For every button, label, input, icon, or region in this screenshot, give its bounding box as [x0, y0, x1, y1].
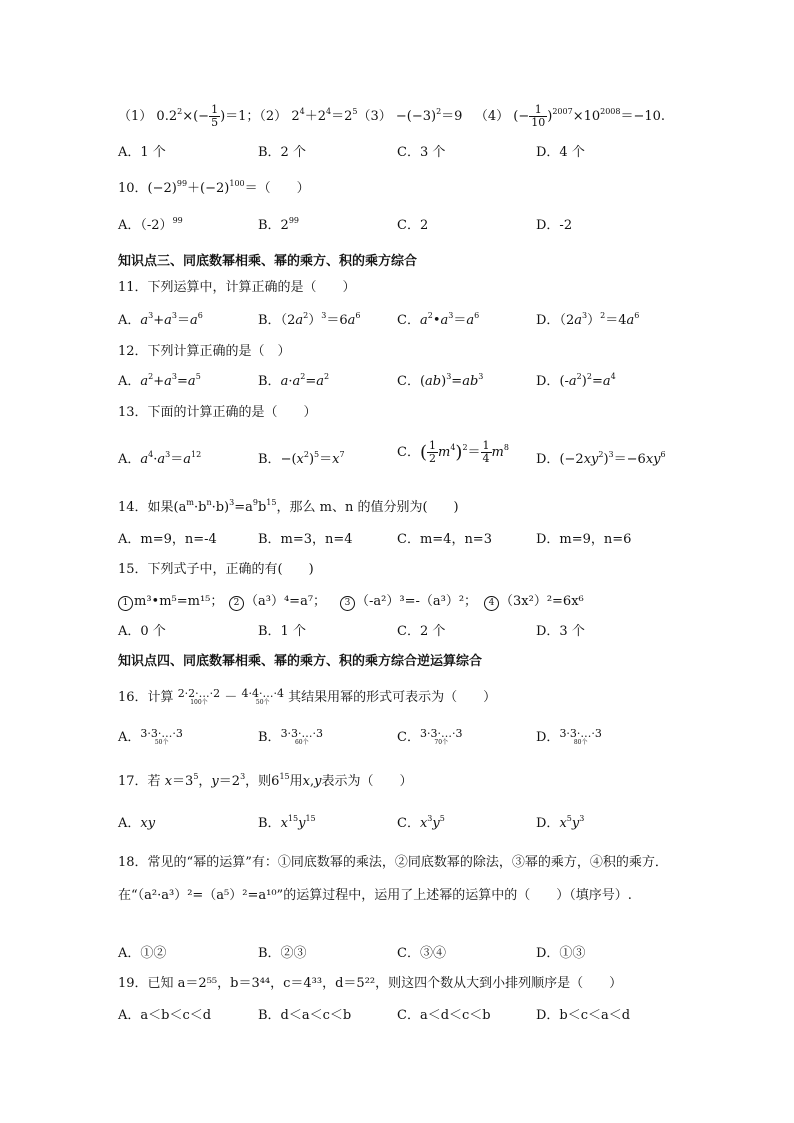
q15-option-c[interactable]: C．2 个 — [397, 624, 446, 639]
q19-option-a[interactable]: A．a＜b＜c＜d — [118, 1008, 212, 1023]
q15-item-2: 2 （a³）⁴=a⁷； — [229, 592, 326, 612]
q15-item-1: 1 m³•m⁵=m¹⁵； — [118, 592, 223, 612]
q10-option-b[interactable]: B．$2^{99}$ — [258, 216, 300, 233]
q16-expr-2: 4·4·…·4 50个 — [241, 687, 284, 706]
q16-option-c[interactable]: C．3·3·…·3 70个 — [397, 727, 463, 746]
q12-option-c[interactable]: C．$(ab)^3=ab^3$ — [397, 372, 484, 389]
q13-option-c[interactable]: C．( $\frac{1}{2}$ $m^4)^2=$ $\frac{1}{4}$ $m^8$ — [397, 439, 509, 465]
q13-option-a[interactable]: A．$a^4\cdot a^3=a^{12}$ — [118, 450, 202, 467]
q9-item-3-label: （3） — [357, 109, 392, 124]
q17-option-d[interactable]: D．$x^5y^3$ — [536, 814, 585, 831]
q9-item-1-label: （1） — [118, 109, 153, 124]
q11-option-d[interactable]: D．$(2a^3)^2=4a^6$ — [536, 311, 640, 328]
q13-option-d[interactable]: D．$(-2xy^2)^3=-6xy^6$ — [536, 450, 666, 467]
q15-option-a[interactable]: A．0 个 — [118, 624, 166, 639]
q10-stem: 10．$(-2)^{99}+(-2)^{100}=$（ ） — [118, 179, 310, 196]
q19-option-d[interactable]: D．b＜c＜a＜d — [536, 1008, 631, 1023]
q9-item-1-expr: $0.2^2\times(-$ $\frac{1}{5}$ )＝1 — [156, 103, 247, 129]
q9-option-c[interactable]: C．3 个 — [397, 145, 446, 160]
q12-option-d[interactable]: D．$(-a^2)^2=a^4$ — [536, 372, 616, 389]
q11-stem: 11．下列运算中，计算正确的是（ ） — [118, 280, 356, 295]
q18-stem: 18．常见的“幂的运算”有：①同底数幂的乘法，②同底数幂的除法，③幂的乘方，④积的乘方．在“（a²·a³）²=（a⁵）²=a¹⁰”的运算过程中，运用了上述幂的运算中的（ ）（填序号）. — [118, 855, 668, 903]
q16-option-b[interactable]: B．3·3·…·3 60个 — [258, 727, 324, 746]
q14-option-d[interactable]: D．m=9，n=6 — [536, 532, 632, 547]
q18-option-d[interactable]: D．①③ — [536, 946, 586, 961]
q9-period: . — [660, 109, 666, 124]
q19-option-c[interactable]: C．a＜d＜c＜b — [397, 1008, 491, 1023]
q12-option-b[interactable]: B．$a\cdot a^2=a^2$ — [258, 372, 330, 389]
section-heading-4: 知识点四、同底数幂相乘、幂的乘方、积的乘方综合逆运算综合 — [118, 654, 483, 669]
q15-item-4: 4 （3x²）²=6x⁶ — [484, 592, 584, 612]
q17-option-a[interactable]: A．xy — [118, 816, 156, 831]
q15-option-b[interactable]: B．1 个 — [258, 624, 306, 639]
q15-stem: 15．下列式子中，正确的有( ) — [118, 562, 314, 577]
q16-option-d[interactable]: D．3·3·…·3 80个 — [536, 727, 602, 746]
q15-option-d[interactable]: D．3 个 — [536, 624, 585, 639]
section-heading-3: 知识点三、同底数幂相乘、幂的乘方、积的乘方综合 — [118, 254, 418, 269]
q9-item-3-expr: $-(-3)^2=9$ — [395, 107, 463, 124]
q10-option-a[interactable]: A．$(-2)^{99}$ — [118, 216, 183, 233]
q12-option-a[interactable]: A．$a^2+a^3=a^5$ — [118, 372, 201, 389]
q16-option-a[interactable]: A．3·3·…·3 50个 — [118, 727, 183, 746]
q9-option-d[interactable]: D．4 个 — [536, 145, 585, 160]
q15-item-3: 3 （-a²）³=-（a³）²； — [340, 592, 477, 612]
q16-stem: 16．计算 2·2·…·2 100个 － 4·4·…·4 50个 其结果用幂的形式可表示为（ ） — [118, 687, 497, 706]
q18-option-a[interactable]: A．①② — [118, 946, 167, 961]
q14-stem: 14．如果$(a^m\cdot b^n\cdot b)^3=a^9b^{15}$，那么 m、n 的值分别为( ) — [118, 498, 459, 515]
q16-expr-1: 2·2·…·2 100个 — [177, 687, 221, 706]
q17-stem: 17．若 $x=3^5$，$y=2^3$，则$6^{15}$用x,y表示为（ ） — [118, 772, 413, 789]
q9-option-a[interactable]: A．1 个 — [118, 145, 166, 160]
q14-option-b[interactable]: B．m=3，n=4 — [258, 532, 353, 547]
q9-item-2-label: ；（2） — [246, 109, 288, 124]
q17-option-b[interactable]: B．$x^{15}y^{15}$ — [258, 814, 316, 831]
q19-option-b[interactable]: B．d＜a＜c＜b — [258, 1008, 352, 1023]
q12-stem: 12．下列计算正确的是（ ） — [118, 344, 291, 359]
q9-items — [118, 104, 665, 129]
q18-option-c[interactable]: C．③④ — [397, 946, 446, 961]
q9-item-4-expr: (− $\frac{1}{10}$ )$^{2007}\times 10^{2008}=-10$ — [513, 103, 661, 129]
q17-option-c[interactable]: C．$x^3y^5$ — [397, 814, 445, 831]
q9-option-b[interactable]: B．2 个 — [258, 145, 306, 160]
q18-option-b[interactable]: B．②③ — [258, 946, 307, 961]
q11-option-b[interactable]: B．$(2a^2)^3=6a^6$ — [258, 311, 361, 328]
q9-item-2-expr: $2^4+2^4=2^5$ — [291, 107, 358, 124]
q19-stem: 19．已知 a＝2⁵⁵，b＝3⁴⁴，c＝4³³，d＝5²²，则这四个数从大到小排列顺序是（ ） — [118, 976, 623, 991]
q10-option-d[interactable]: D．-2 — [536, 218, 573, 233]
q14-option-c[interactable]: C．m=4，n=3 — [397, 532, 492, 547]
q14-option-a[interactable]: A．m=9，n=-4 — [118, 532, 217, 547]
q11-option-c[interactable]: C．$a^2•a^3=a^6$ — [397, 311, 480, 328]
q10-option-c[interactable]: C．2 — [397, 218, 429, 233]
q10-expr: $(-2)^{99}+(-2)^{100}$ — [147, 179, 245, 196]
q13-option-b[interactable]: B．$-(x^2)^5=x^7$ — [258, 450, 345, 467]
q9-item-4-label: （4） — [474, 109, 510, 124]
q13-stem: 13．下面的计算正确的是（ ） — [118, 405, 317, 420]
q11-option-a[interactable]: A．$a^3+a^3=a^6$ — [118, 311, 203, 328]
